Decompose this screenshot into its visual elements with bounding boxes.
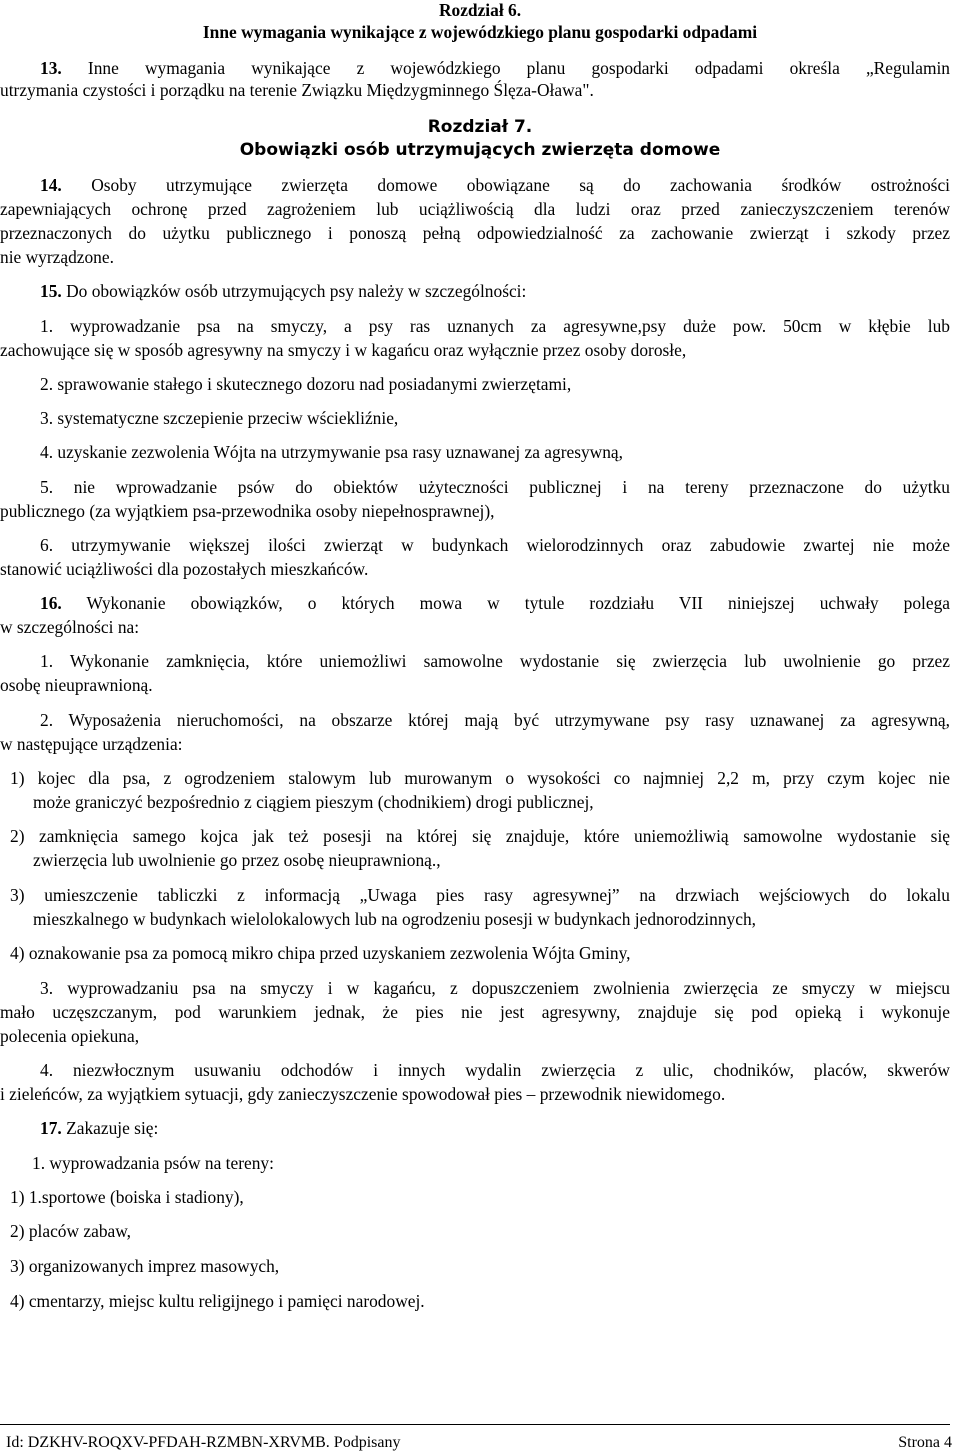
list-item: 1. Wykonanie zamknięcia, które uniemożliwi samowolne wydostanie się zwierzęcia lub uwolnienie go przez xyxy=(40,651,950,671)
paragraph-17-number: 17. xyxy=(40,1118,62,1138)
chapter7-title: Obowiązki osób utrzymujących zwierzęta domowe xyxy=(239,140,721,160)
paragraph-16-number: 16. xyxy=(40,593,62,613)
footer-divider xyxy=(0,1424,950,1425)
list-item: i zieleńców, za wyjątkiem sytuacji, gdy zanieczyszczenie spowodował pies – przewodnik niewidomego. xyxy=(0,1084,726,1104)
sub-list-item: 3) organizowanych imprez masowych, xyxy=(10,1256,280,1276)
list-item: mało uczęszczanym, pod warunkiem jednak, że pies nie jest agresywny, znajduje się pod opieką i wykonuje xyxy=(0,1002,950,1022)
chapter6-title: Inne wymagania wynikające z wojewódzkiego planu gospodarki odpadami xyxy=(202,22,758,42)
list-item: w następujące urządzenia: xyxy=(0,734,183,754)
chapter7-heading: Rozdział 7. xyxy=(427,117,533,137)
list-item: 4. uzyskanie zezwolenia Wójta na utrzymywanie psa rasy uznawanej za agresywną, xyxy=(40,442,623,462)
paragraph-15-number: 15. xyxy=(40,281,62,301)
footer-document-id: Id: DZKHV-ROQXV-PFDAH-RZMBN-XRVMB. Podpisany xyxy=(6,1434,401,1451)
sub-list-item: 3) umieszczenie tabliczki z informacją „Uwaga pies rasy agresywnej” na drzwiach wejściowych do lokalu xyxy=(10,885,950,905)
list-item: publicznego (za wyjątkiem psa-przewodnika osoby niepełnosprawnej), xyxy=(0,501,495,521)
paragraph-14-line: nie wyrządzone. xyxy=(0,247,114,267)
chapter6-heading: Rozdział 6. xyxy=(438,0,522,20)
paragraph-13-line: utrzymania czystości i porządku na terenie Związku Międzygminnego Ślęza-Oława". xyxy=(0,80,594,100)
list-item: 5. nie wprowadzanie psów do obiektów użyteczności publicznej i na tereny przeznaczone do użytku xyxy=(40,477,950,497)
paragraph-13-number: 13. xyxy=(40,58,62,78)
paragraph-14-line: przeznaczonych do użytku publicznego i ponoszą pełną odpowiedzialność za zachowanie zwierząt i szkody przez xyxy=(0,223,950,243)
paragraph-14-number: 14. xyxy=(40,175,62,195)
paragraph-13-line: 13. Inne wymagania wynikające z wojewódzkiego planu gospodarki odpadami określa „Regulamin xyxy=(40,58,950,78)
list-item: 3. systematyczne szczepienie przeciw wściekliźnie, xyxy=(40,408,399,428)
sub-list-item: 4) cmentarzy, miejsc kultu religijnego i pamięci narodowej. xyxy=(10,1291,425,1311)
footer-page-number: Strona 4 xyxy=(898,1434,952,1451)
sub-list-item: 4) oznakowanie psa za pomocą mikro chipa przed uzyskaniem zezwolenia Wójta Gminy, xyxy=(10,943,631,963)
list-item: 4. niezwłocznym usuwaniu odchodów i innych wydalin zwierzęcia z ulic, chodników, placów, skwerów xyxy=(40,1060,950,1080)
sub-list-item: mieszkalnego w budynkach wielolokalowych lub na ogrodzeniu posesji w budynkach jednorodzinnych, xyxy=(33,909,756,929)
list-item: 3. wyprowadzaniu psa na smyczy i w kagańcu, z dopuszczeniem zwolnienia zwierzęcia ze smyczy w miejscu xyxy=(40,978,950,998)
list-item: stanowić uciążliwości dla pozostałych mieszkańców. xyxy=(0,559,369,579)
paragraph-14-line: zapewniających ochronę przed zagrożeniem lub uciążliwością dla ludzi oraz przed zanieczyszczeniem terenów xyxy=(0,199,950,219)
list-item: 2. sprawowanie stałego i skutecznego dozoru nad posiadanymi zwierzętami, xyxy=(40,374,572,394)
sub-list-item: 1) kojec dla psa, z ogrodzeniem stalowym lub murowanym o wysokości co najmniej 2,2 m, przy czym kojec nie xyxy=(10,768,950,788)
sub-list-item: 1) 1.sportowe (boiska i stadiony), xyxy=(10,1187,244,1207)
list-item: 2. Wyposażenia nieruchomości, na obszarze której mają być utrzymywane psy rasy uznawanej za agresywną, xyxy=(40,710,950,730)
list-item: 1. wyprowadzania psów na tereny: xyxy=(32,1153,274,1173)
list-item: 6. utrzymywanie większej ilości zwierząt w budynkach wielorodzinnych oraz zabudowie zwartej nie może xyxy=(40,535,950,555)
sub-list-item: 2) zamknięcia samego kojca jak też posesji na której się znajduje, które uniemożliwią samowolne wydostanie się xyxy=(10,826,950,846)
paragraph-14-line: 14. Osoby utrzymujące zwierzęta domowe obowiązane są do zachowania środków ostrożności xyxy=(40,175,950,195)
list-item: zachowujące się w sposób agresywny na smyczy i w kagańcu oraz wyłącznie przez osoby dorosłe, xyxy=(0,340,687,360)
sub-list-item: 2) placów zabaw, xyxy=(10,1221,132,1241)
list-item: osobę nieuprawnioną. xyxy=(0,675,153,695)
paragraph-15-line: 15. Do obowiązków osób utrzymujących psy należy w szczególności: xyxy=(40,281,527,301)
list-item: 1. wyprowadzanie psa na smyczy, a psy ras uznanych za agresywne,psy duże pow. 50cm w kłębie lub xyxy=(40,316,950,336)
paragraph-16-line: 16. Wykonanie obowiązków, o których mowa w tytule rozdziału VII niniejszej uchwały polega xyxy=(40,593,950,613)
sub-list-item: zwierzęcia lub uwolnienie go przez osobę nieuprawnioną., xyxy=(33,850,441,870)
paragraph-16-line: w szczególności na: xyxy=(0,617,140,637)
list-item: polecenia opiekuna, xyxy=(0,1026,140,1046)
sub-list-item: może graniczyć bezpośrednio z ciągiem pieszym (chodnikiem) drogi publicznej, xyxy=(33,792,594,812)
paragraph-17-line: 17. Zakazuje się: xyxy=(40,1118,159,1138)
